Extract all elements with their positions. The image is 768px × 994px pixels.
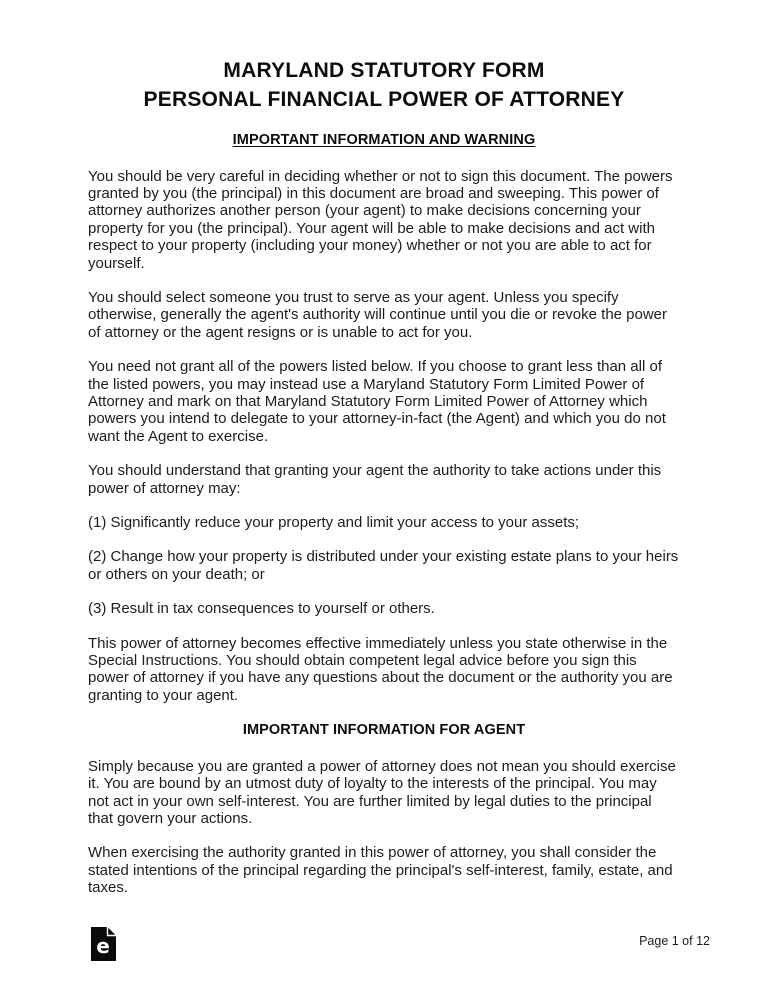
numbered-item-3: (3) Result in tax consequences to yourself or others. [88,600,435,618]
paragraph-warning-select-agent: You should select someone you trust to serve as your agent. Unless you specify otherwise, generally the agent's authority will continue until you die or revoke the power of attorney or the agent resigns or is unable to act for you. [88,288,668,341]
section-heading-important-information-and-warning: IMPORTANT INFORMATION AND WARNING [232,132,536,148]
paragraph-agent-duty: Simply because you are granted a power of attorney does not mean you should exercise it. You are bound by an utmost duty of loyalty to the interests of the principal. You may not act in your own self-interest. You are further limited by legal duties to the principal that govern your actions. [88,757,676,827]
eforms-document-logo-icon [91,927,116,961]
document-title-line-2: PERSONAL FINANCIAL POWER OF ATTORNEY [143,87,625,111]
numbered-item-2: (2) Change how your property is distributed under your existing estate plans to your heirs or others on your death; or [88,548,679,583]
paragraph-warning-effective: This power of attorney becomes effective immediately unless you state otherwise in the Special Instructions. You should obtain competent legal advice before you sign this power of attorney if you have any questions about the document or the authority you are granting to your agent. [88,634,673,704]
document-title-line-1: MARYLAND STATUTORY FORM [223,59,545,82]
document-title [88,57,680,114]
numbered-item-1: (1) Significantly reduce your property and limit your access to your assets; [88,514,580,531]
logo-letter: e [96,934,110,958]
paragraph-warning-understand: You should understand that granting your agent the authority to take actions under this power of attorney may: [88,462,662,497]
page-footer [0,922,768,994]
paragraph-warning-careful: You should be very careful in deciding whether or not to sign this document. The powers granted by you (the principal) in this document are broad and sweeping. This power of attorney authorizes another person (your agent) to make decisions concerning your property for you (the principal). Your agent will be able to make decisions and act with respect to your property (including your money) whether or not you are able to act for yourself. [88,167,673,272]
section-heading-important-information-for-agent: IMPORTANT INFORMATION FOR AGENT [242,722,526,739]
page-number: Page 1 of 12 [639,934,710,948]
paragraph-agent-exercising: When exercising the authority granted in this power of attorney, you shall consider the stated intentions of the principal regarding the principal's self-interest, family, estate, and taxes. [88,844,673,897]
paragraph-warning-grant-powers: You need not grant all of the powers listed below. If you choose to grant less than all of the listed powers, you may instead use a Maryland Statutory Form Limited Power of Attorney and mark on that Maryland Statutory Form Limited Power of Attorney which powers you intend to delegate to your attorney-in-fact (the Agent) and which you do not want the Agent to exercise. [88,358,666,445]
